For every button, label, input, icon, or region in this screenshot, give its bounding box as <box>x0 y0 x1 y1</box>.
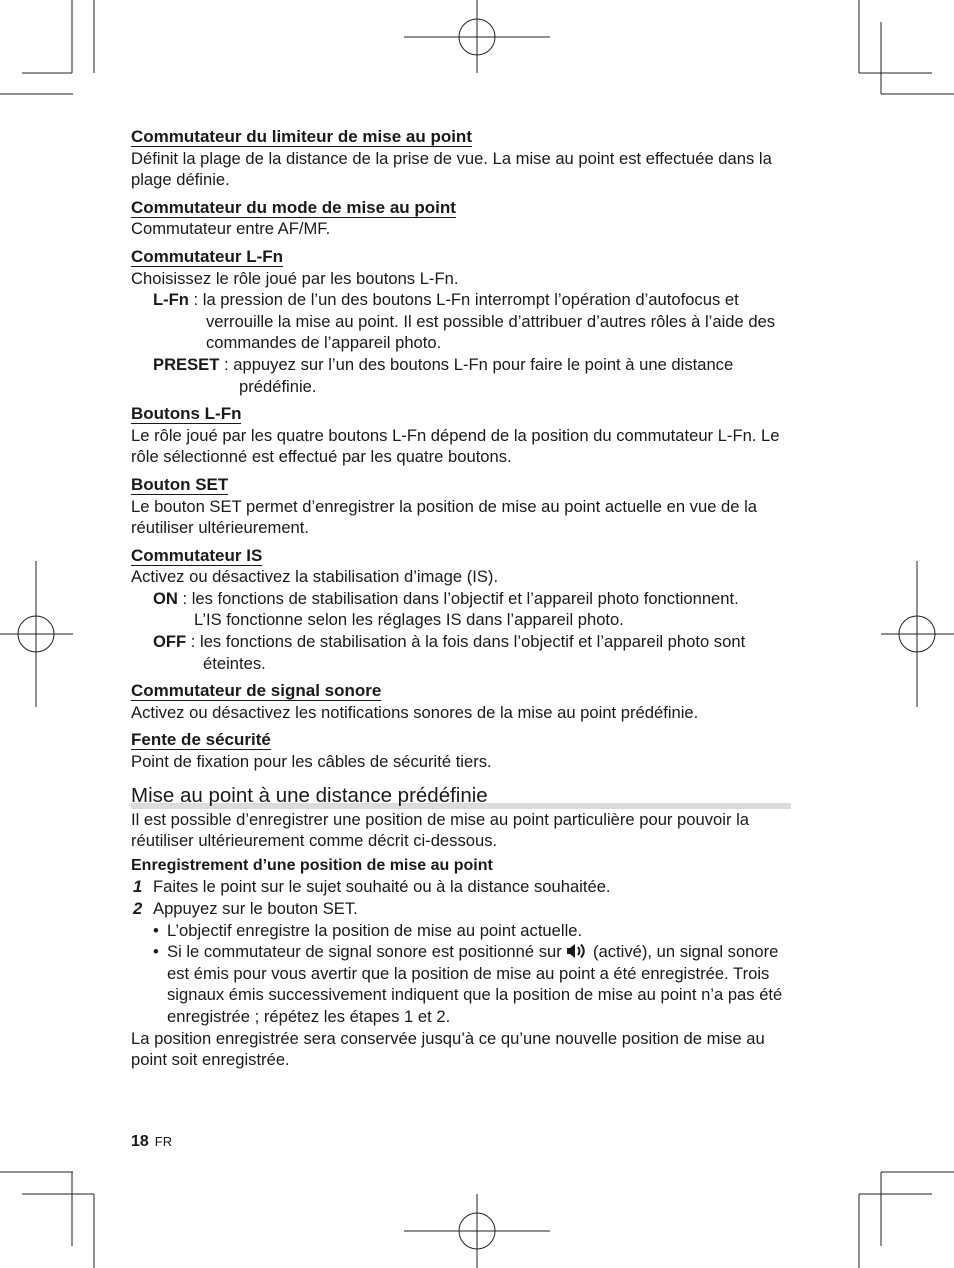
bullet-item <box>131 920 791 942</box>
preset-heading <box>131 783 791 809</box>
bullet-text: Si le commutateur de signal sonore est positionné sur <box>167 942 567 962</box>
step-text: Appuyez sur le bouton SET. <box>153 899 358 918</box>
section-text: Point de fixation pour les câbles de sécurité tiers. <box>131 752 492 772</box>
section-text: Définit la plage de la distance de la prise de vue. La mise au point est effectuée dans la plage définie. <box>131 148 772 190</box>
page-footer <box>131 1133 172 1151</box>
step-number: 1 <box>133 877 143 897</box>
page-content <box>131 126 791 1071</box>
section-text: Le rôle joué par les quatre boutons L-Fn dépend de la position du commutateur L-Fn. Le rôle sélectionné est effectué par les quatre boutons. <box>131 425 780 467</box>
definition-desc: : appuyez sur l’un des boutons L-Fn pour faire le point à une distance prédéfinie. <box>219 354 734 396</box>
preset-subtitle: Enregistrement d’une position de mise au point <box>131 856 493 874</box>
definition-desc: : les fonctions de stabilisation à la fois dans l’objectif et l’appareil photo sont éteintes. <box>186 632 746 673</box>
section-text: Le bouton SET permet d’enregistrer la position de mise au point actuelle en vue de la réutiliser ultérieurement. <box>131 496 758 538</box>
section-text: Activez ou désactivez les notifications sonores de la mise au point prédéfinie. <box>131 702 699 722</box>
section-text: Activez ou désactivez la stabilisation d’image (IS). <box>131 567 499 587</box>
section-title: Commutateur de signal sonore <box>131 681 382 701</box>
step-text: Faites le point sur le sujet souhaité ou à la distance souhaitée. <box>153 877 611 897</box>
definition-term: ON <box>153 588 178 608</box>
step-number: 2 <box>133 899 143 918</box>
definition-item <box>131 631 791 674</box>
bullet-item <box>131 941 791 1027</box>
bullet-dot: • <box>153 942 159 962</box>
step-item <box>131 876 791 898</box>
step-item <box>131 898 791 920</box>
definition-term: PRESET <box>153 354 220 374</box>
section-title: Fente de sécurité <box>131 730 271 750</box>
section-text: Choisissez le rôle joué par les boutons L-Fn. <box>131 268 459 288</box>
section-title: Commutateur IS <box>131 545 263 565</box>
definition-desc: : les fonctions de stabilisation dans l’objectif et l’appareil photo fonctionnent. <box>177 588 739 608</box>
bullet-text: L’objectif enregistre la position de mise au point actuelle. <box>167 920 583 940</box>
section-title: Bouton SET <box>131 474 229 494</box>
language-code: FR <box>154 1134 173 1149</box>
section-title: Commutateur L-Fn <box>131 246 284 266</box>
preset-outro: La position enregistrée sera conservée jusqu’à ce qu’une nouvelle position de mise au point soit enregistrée. <box>131 1028 765 1070</box>
definition-term: OFF <box>153 632 187 652</box>
definition-desc: : la pression de l’un des boutons L-Fn interrompt l’opération d’autofocus et verrouille la mise au point. Il est possible d’attribuer d’autres rôles à l’aide des commandes de l’appareil photo. <box>188 290 776 353</box>
section-text: Commutateur entre AF/MF. <box>131 219 331 239</box>
section-title: Commutateur du mode de mise au point <box>131 197 456 217</box>
preset-intro: Il est possible d’enregistrer une position de mise au point particulière pour pouvoir la réutiliser ultérieurement comme décrit ci-dessous. <box>131 809 750 851</box>
section-title: Commutateur du limiteur de mise au point <box>131 127 472 146</box>
definition-term: L-Fn <box>153 290 189 310</box>
bullet-text-cont: (activé), un signal sonore est émis pour vous avertir que la position de mise au point a été enregistrée. Trois signaux émis successivement indiquent que la position de mise au point n’a pas été enregistrée ; répétez les étapes 1 et 2. <box>167 942 783 1026</box>
definition-item <box>131 289 791 354</box>
definition-item <box>131 588 791 610</box>
page-number: 18 <box>131 1133 149 1150</box>
definition-item <box>131 354 791 397</box>
section-title: Boutons L-Fn <box>131 404 242 424</box>
definition-extra: L’IS fonctionne selon les réglages IS dans l’appareil photo. <box>194 610 624 630</box>
preset-title: Mise au point à une distance prédéfinie <box>131 783 488 807</box>
speaker-on-icon <box>566 943 588 959</box>
bullet-dot: • <box>153 920 159 940</box>
